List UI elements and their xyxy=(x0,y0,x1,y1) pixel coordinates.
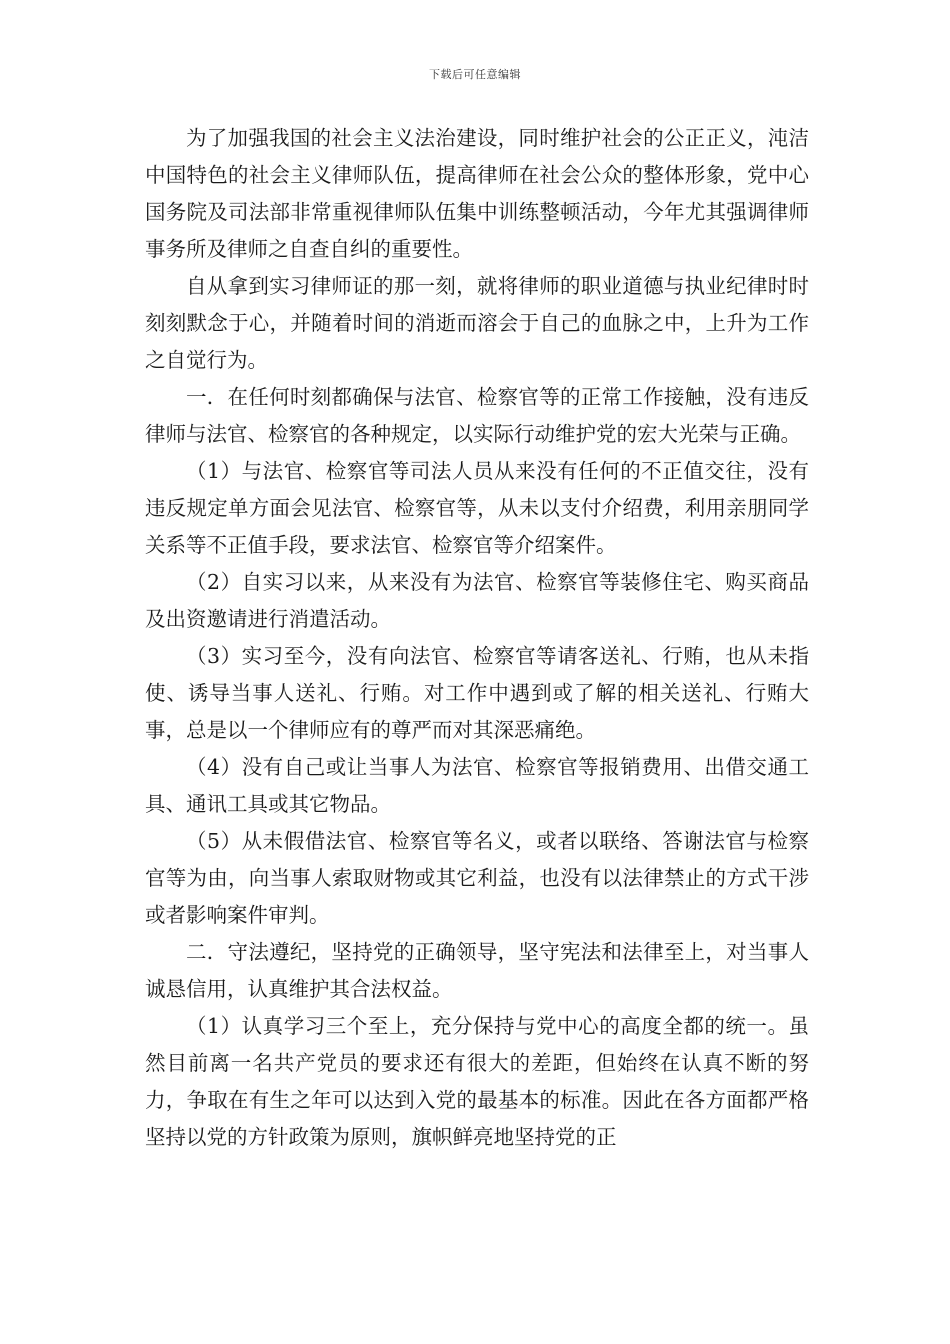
paragraph-intern-certificate: 自从拿到实习律师证的那一刻，就将律师的职业道德与执业纪律时时刻刻默念于心，并随着时间的消逝而溶会于自己的血脉之中，上升为工作之自觉行为。 xyxy=(145,274,809,372)
paragraph-section-two-item-1: （1）认真学习三个至上，充分保持与党中心的高度全都的统一。虽然目前离一名共产党员的要求还有很大的差距，但始终在认真不断的努力，争取在有生之年可以达到入党的最基本的标准。因此在各方面都严格坚持以党的方针政策为原则，旗帜鲜亮地坚持党的正 xyxy=(145,1014,809,1149)
document-body xyxy=(145,120,809,1156)
page-header: 下载后可任意编辑 xyxy=(429,68,521,81)
paragraph-item-1: （1）与法官、检察官等司法人员从来没有任何的不正值交往，没有违反规定单方面会见法官、检察官等，从未以支付介绍费，利用亲朋同学关系等不正值手段，要求法官、检察官等介绍案件。 xyxy=(145,459,809,557)
paragraph-item-2: （2）自实习以来，从来没有为法官、检察官等装修住宅、购买商品及出资邀请进行消遣活动。 xyxy=(145,570,809,631)
paragraph-item-3: （3）实习至今，没有向法官、检察官等请客送礼、行贿，也从未指使、诱导当事人送礼、行贿。对工作中遇到或了解的相关送礼、行贿大事，总是以一个律师应有的尊严而对其深恶痛绝。 xyxy=(145,644,809,742)
paragraph-item-5: （5）从未假借法官、检察官等名义，或者以联络、答谢法官与检察官等为由，向当事人索取财物或其它利益，也没有以法律禁止的方式干涉或者影响案件审判。 xyxy=(145,829,809,927)
paragraph-section-two: 二．守法遵纪，坚持党的正确领导，坚守宪法和法律至上，对当事人诚恳信用，认真维护其合法权益。 xyxy=(145,940,809,1001)
paragraph-intro: 为了加强我国的社会主义法治建设，同时维护社会的公正正义，沌洁中国特色的社会主义律师队伍，提高律师在社会公众的整体形象，党中心国务院及司法部非常重视律师队伍集中训练整顿活动，今年尤其强调律师事务所及律师之自查自纠的重要性。 xyxy=(145,126,809,261)
paragraph-section-one: 一．在任何时刻都确保与法官、检察官等的正常工作接触，没有违反律师与法官、检察官的各种规定，以实际行动维护党的宏大光荣与正确。 xyxy=(145,385,809,446)
paragraph-item-4: （4）没有自己或让当事人为法官、检察官等报销费用、出借交通工具、通讯工具或其它物品。 xyxy=(145,755,809,816)
